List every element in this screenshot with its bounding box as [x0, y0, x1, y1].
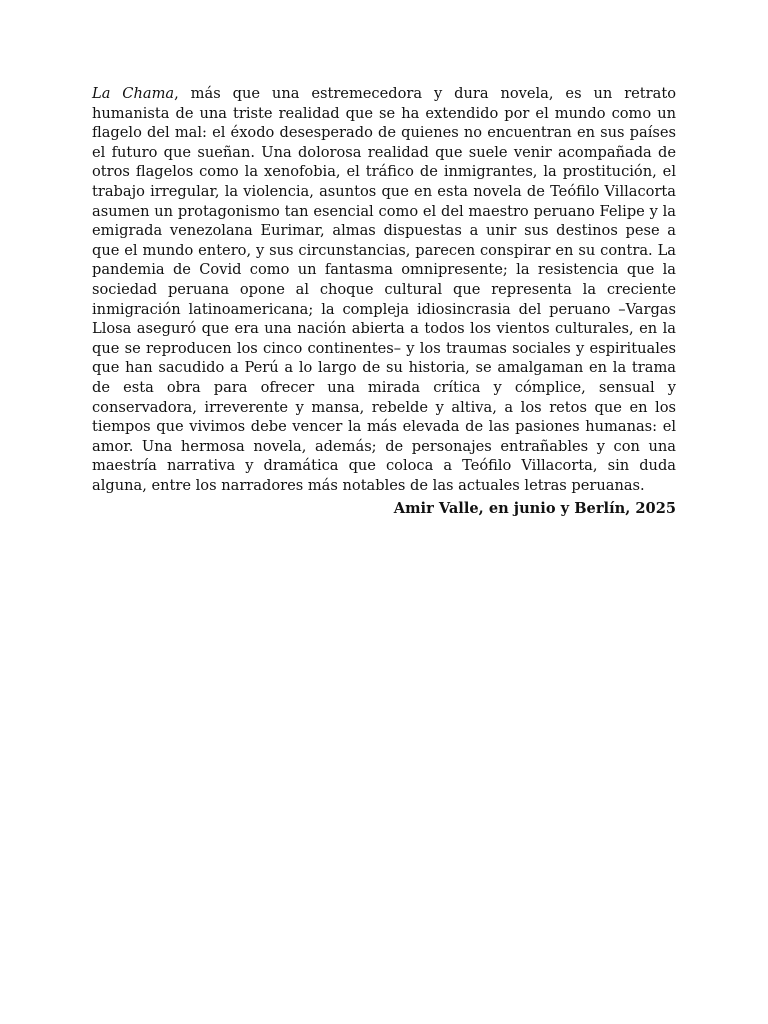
author-signature: Amir Valle, en junio y Berlín, 2025 — [393, 500, 676, 518]
body-text: , más que una estremecedora y dura novela, es un retrato humanista de una triste realidad que se ha extendido por el mundo como un flagelo del mal: el éxodo desesperado de quienes no encuentran en sus países el futuro que sueñan. Una dolorosa realidad que suele venir acompañada de otros flagelos como la xenofobia, el tráfico de inmigrantes, la prostitución, el trabajo irregular, la violencia, asuntos que en esta novela de Teófilo Villacorta asumen un protagonismo tan esencial como el del maestro peruano Felipe y la emigrada venezolana Eurimar, almas dispuestas a unir sus destinos pese a que el mundo entero, y sus circunstancias, parecen conspirar en su contra. La pandemia de Covid como un fantasma omnipresente; la resistencia que la sociedad peruana opone al choque cultural que representa la creciente inmigración latinoamericana; la compleja idiosincrasia del peruano –Vargas Llosa aseguró que era una nación abierta a todos los vientos culturales, en la que se reproducen los cinco continentes– y los traumas sociales y espirituales que han sacudido a Perú a lo largo de su historia, se amalgaman en la trama de esta obra para ofrecer una mirada crítica y cómplice, sensual y conservadora, irreverente y mansa, rebelde y altiva, a los retos que en los tiempos que vivimos debe vencer la más elevada de las pasiones humanas: el amor. Una hermosa novela, además; de personajes entrañables y con una maestría narrativa y dramática que coloca a Teófilo Villacorta, sin duda alguna, entre los narradores más notables de las actuales letras peruanas. — [92, 85, 676, 494]
book-title: La Chama — [92, 85, 175, 102]
body-paragraph — [92, 84, 676, 495]
text-block — [92, 84, 676, 519]
